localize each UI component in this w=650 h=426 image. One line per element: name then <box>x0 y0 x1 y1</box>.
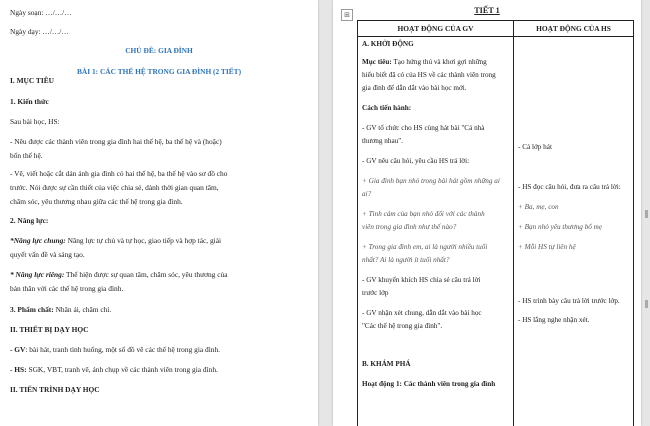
scroll-marker <box>645 210 648 218</box>
student-step-1: - Cả lớp hát <box>518 143 552 151</box>
objective-line-2: hiểu biết đã có của HS về các thành viên trong <box>362 71 496 79</box>
table-move-handle-icon[interactable]: ⊞ <box>341 9 353 21</box>
column-header-teacher: HOẠT ĐỘNG CỦA GV <box>358 21 514 37</box>
subsection-competence: 2. Năng lực: <box>10 216 49 225</box>
teacher-step-1a: - GV tổ chức cho HS cùng hát bài "Cả nhà <box>362 124 485 132</box>
student-step-2: - HS đọc câu hỏi, đưa ra câu trả lời: <box>518 183 621 191</box>
question-3b: nhất? Ai là người ít tuổi nhất? <box>362 256 450 264</box>
qualities: 3. Phẩm chất: Nhân ái, chăm chỉ. <box>10 305 112 314</box>
teacher-step-3b: trước lớp <box>362 289 389 297</box>
lesson-plan-table <box>357 20 634 426</box>
part-a-title: A. KHỞI ĐỘNG <box>362 40 414 48</box>
student-answer-2: + Bạn nhỏ yêu thương bố mẹ <box>518 223 603 231</box>
section-process: II. TIẾN TRÌNH DẠY HỌC <box>10 385 100 394</box>
activity-1-title: Hoạt động 1: Các thành viên trong gia đình <box>362 380 496 388</box>
document-page-right <box>333 0 641 426</box>
intro-line: Sau bài học, HS: <box>10 117 60 126</box>
question-1a: + Gia đình bạn nhỏ trong bài hát gồm những ai <box>362 177 500 185</box>
student-step-4: - HS lắng nghe nhận xét. <box>518 316 590 324</box>
objective-line-1: Mục tiêu: Tạo hứng thú và khơi gợi những <box>362 58 487 66</box>
student-step-3: - HS trình bày câu trả lời trước lớp. <box>518 297 620 305</box>
knowledge-1b: bốn thế hệ. <box>10 151 43 160</box>
date-prepared: Ngày soạn: …/…/… <box>10 8 72 17</box>
date-taught: Ngày dạy: …/…/… <box>10 27 69 36</box>
section-equipment: II. THIẾT BỊ DẠY HỌC <box>10 325 89 334</box>
period-title: TIẾT 1 <box>474 6 500 15</box>
teacher-activities-cell <box>358 37 514 426</box>
subsection-knowledge: 1. Kiến thức <box>10 97 49 106</box>
student-activities-cell <box>514 37 634 426</box>
general-competence: *Năng lực chung: Năng lực tự chủ và tự học, giao tiếp và hợp tác, giải <box>10 236 222 245</box>
teacher-step-2: - GV nêu câu hỏi, yêu cầu HS trả lời: <box>362 157 470 165</box>
question-2b: viên trong gia đình như thế nào? <box>362 223 457 231</box>
knowledge-2c: chăm sóc, yêu thương nhau giữa các thế hệ trong gia đình. <box>10 197 183 206</box>
teacher-step-1b: thương nhau". <box>362 137 403 145</box>
teacher-step-3a: - GV khuyến khích HS chia sẻ câu trả lời <box>362 276 481 284</box>
procedure-label: Cách tiến hành: <box>362 104 412 112</box>
specific-competence: * Năng lực riêng: Thể hiện được sự quan tâm, chăm sóc, yêu thương của <box>10 270 228 279</box>
section-objectives: I. MỤC TIÊU <box>10 76 55 85</box>
scroll-marker <box>645 300 648 308</box>
knowledge-2b: trước. Nói được sự cần thiết của việc chia sẻ, dành thời gian quan tâm, <box>10 183 219 192</box>
specific-competence-b: bản thân với các thế hệ trong gia đình. <box>10 284 124 293</box>
student-answer-1: + Ba, mẹ, con <box>518 203 559 211</box>
question-2a: + Tình cảm của bạn nhỏ đối với các thành <box>362 210 485 218</box>
teacher-step-4a: - GV nhận xét chung, dẫn dắt vào bài học <box>362 309 482 317</box>
student-answer-3: + Mỗi HS tự liên hệ <box>518 243 576 251</box>
document-page-left <box>0 0 318 426</box>
lesson-title: BÀI 1: CÁC THẾ HỆ TRONG GIA ĐÌNH (2 TIẾT) <box>76 67 242 76</box>
general-competence-b: quyết vấn đề và sáng tạo. <box>10 250 85 259</box>
question-1b: ai? <box>362 190 372 198</box>
knowledge-1a: - Nêu được các thành viên trong gia đình hai thế hệ, ba thế hệ và (hoặc) <box>10 137 222 146</box>
part-b-title: B. KHÁM PHÁ <box>362 360 411 368</box>
student-equipment: - HS: SGK, VBT, tranh vẽ, ảnh chụp về các thành viên trong gia đình. <box>10 365 218 374</box>
question-3a: + Trong gia đình em, ai là người nhiều tuổi <box>362 243 488 251</box>
knowledge-2a: - Vẽ, viết hoặc cắt dán ảnh gia đình có hai thế hệ, ba thế hệ vào sơ đồ cho <box>10 169 228 178</box>
column-header-student: HOẠT ĐỘNG CỦA HS <box>514 21 634 37</box>
teacher-equipment: - GV: bài hát, tranh tình huống, một số đồ vẽ các thế hệ trong gia đình. <box>10 345 220 354</box>
teacher-step-4b: "Các thế hệ trong gia đình". <box>362 322 443 330</box>
theme-title: CHỦ ĐỀ: GIA ĐÌNH <box>125 46 193 55</box>
objective-line-3: gia đình để dẫn dắt vào bài học mới. <box>362 84 467 92</box>
